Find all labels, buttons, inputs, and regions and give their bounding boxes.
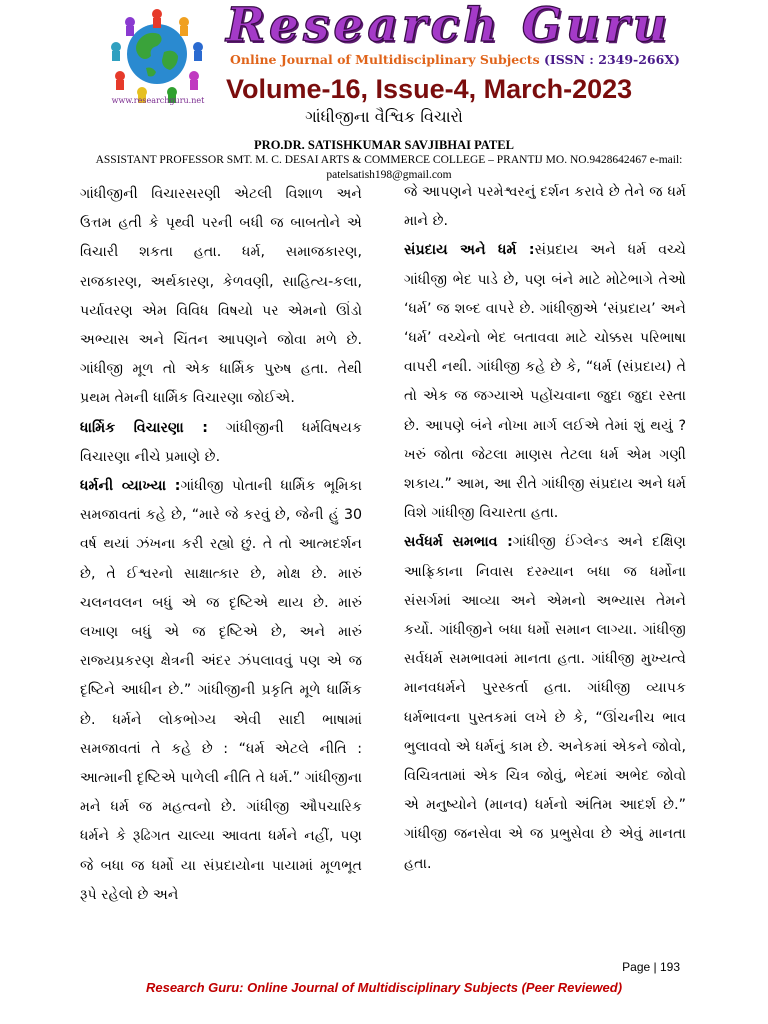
- footer-journal-line: Research Guru: Online Journal of Multidisciplinary Subjects (Peer Reviewed): [145, 980, 623, 995]
- article-title: ગાંધીજીના વૈશ્વિક વિચારો: [305, 107, 463, 126]
- volume-issue: Volume-16, Issue-4, March-2023: [226, 74, 633, 104]
- section-heading: સંપ્રદાય અને ધર્મ :: [404, 242, 535, 259]
- website-url: www.researchguru.net: [111, 96, 205, 105]
- section-heading: ધાર્મિક વિચારણા :: [80, 419, 208, 436]
- issn: (ISSN : 2349-266X): [543, 52, 680, 67]
- paragraph-text: ગાંધીજી પોતાની ધાર્મિક ભૂમિકા સમજાવતાં કહે છે, “મારે જે કરવું છે, જેની હું 30 વર્ષ થયાં ઝંખના કરી રહ્યો છું. તે તો આત્મદર્શન છે, તે ઈશ્વરનો સાક્ષાત્કાર છે, મોક્ષ છે. મારું ચલનવલન બધું એ જ દૃષ્ટિએ થાય છે. મારું લખાણ બધું એ જ દૃષ્ટિએ છે, અને મારું રાજ્યપ્રકરણ ક્ષેત્રની અંદર ઝંપલાવવું પણ એ જ દૃષ્ટિને આધીન છે.” ગાંધીજીની પ્રકૃતિ મૂળે ધાર્મિક છે. ધર્મને લોકભોગ્ય એવી સાદી ભાષામાં સમજાવતાં તે કહે છે : “ધર્મ એટલે નીતિ : આત્માની દૃષ્ટિએ પાળેલી નીતિ તે ધર્મ.” ગાંધીજીના મને ધર્મ જ મહત્વનો છે. ગાંધીજી ઔપચારિક ધર્મને કે રૂઢિગત ચાલ્યા આવતા ધર્મને નહીં, પણ જે બધા જ ધર્મો યા સંપ્રદાયોના પાયામાં મૂળભૂત રૂપે રહેલો છે અને: [80, 478, 362, 903]
- author-affiliation: ASSISTANT PROFESSOR SMT. M. C. DESAI ARTS & COMMERCE COLLEGE – PRANTIJ MO. NO.9428642467 e-mail: patelsatish198@gmail.com: [95, 154, 683, 181]
- paragraph-religious-thought: [80, 414, 362, 472]
- paragraph-text: ગાંધીજી ઈંગ્લેન્ડ અને દક્ષિણ આફ્રિકાના નિવાસ દરમ્યાન બધા જ ધર્મોના સંસર્ગમાં આવ્યા અને એમનો અભ્યાસ તેમને કર્યો. ગાંધીજીને બધા ધર્મો સમાન લાગ્યા. ગાંધીજી સર્વધર્મ સમભાવમાં માનતા હતા. ગાંધીજી મુખ્યત્વે માનવધર્મને પુરસ્કર્તા હતા. ગાંધીજી વ્યાપક ધર્મભાવના પુસ્તકમાં લખે છે કે, “ઊંચનીચ ભાવ ભુલાવવો એ ધર્મનું કામ છે. અનેકમાં એકને જોવો, વિચિત્રતામાં એક ચિત્ર જોવું, ભેદમાં અભેદ જોવો એ મનુષ્યોને (માનવ) ધર્મનો અંતિમ આદર્શ છે.” ગાંધીજી જનસેવા એ જ પ્રભુસેવા છે એવું માનતા હતા.: [404, 534, 686, 872]
- left-column: [80, 180, 362, 910]
- paragraph-intro: ગાંધીજીની વિચારસરણી એટલી વિશાળ અને ઉત્તમ હતી કે પૃથ્વી પરની બધી જ બાબતોને એ વિચારી શકતા હતા. ધર્મ, સમાજકારણ, રાજકારણ, અર્થકારણ, કેળવણી, સાહિત્ય-કલા, પર્યાવરણ એમ વિવિધ વિષયો પર એમનો ઊંડો અભ્યાસ અને ચિંતન આપણને જોવા મળે છે. ગાંધીજી મૂળ તો એક ધાર્મિક પુરુષ હતા. તેથી પ્રથમ તેમની ધાર્મિક વિચારણા જોઈએ.: [80, 186, 362, 407]
- paragraph-continuation: જે આપણને પરમેશ્વરનું દર્શન કરાવે છે તેને જ ધર્મ માને છે.: [404, 184, 686, 230]
- author-name: PRO.DR. SATISHKUMAR SAVJIBHAI PATEL: [254, 138, 514, 152]
- journal-subtitle: [230, 52, 680, 67]
- right-column: [404, 178, 686, 879]
- paragraph-text: ગાંધીજીની ધર્મવિષયક વિચારણા નીચે પ્રમાણે છે.: [80, 419, 362, 465]
- page-number: Page | 193: [622, 960, 680, 974]
- paragraph-text: સંપ્રદાય અને ધર્મ વચ્ચે ગાંધીજી ભેદ પાડે છે, પણ બંને માટે મોટેભાગે તેઓ ‘ધર્મ’ જ શબ્દ વાપરે છે. ગાંધીજીએ ‘સંપ્રદાય’ અને ‘ધર્મ’ વચ્ચેનો ભેદ બતાવવા માટે ચોક્કસ પરિભાષા વાપરી નથી. ગાંધીજી કહે છે કે, “ધર્મ (સંપ્રદાય) તે તો એક જ જગ્યાએ પહોંચવાના જુદા જુદા રસ્તા છે. આપણે બંને નોખા માર્ગ લઈએ તેમાં શું થયું ? ખરું જોતા જેટલા માણસ તેટલા ધર્મ એમ ગણી શકાય.” આમ, આ રીતે ગાંધીજી સંપ્રદાય અને ધર્મ વિશે ગાંધીજી વિચારતા હતા.: [404, 242, 686, 522]
- section-heading: સર્વધર્મ સમભાવ :: [404, 534, 513, 551]
- journal-name: Online Journal of Multidisciplinary Subjects: [230, 52, 540, 67]
- paragraph-definition-of-religion: [80, 472, 362, 910]
- paragraph-equality-of-religions: [404, 528, 686, 878]
- journal-brand-title: Research Guru: [226, 0, 671, 53]
- section-heading: ધર્મની વ્યાખ્યા :: [80, 478, 181, 495]
- paragraph-sect-and-religion: [404, 236, 686, 528]
